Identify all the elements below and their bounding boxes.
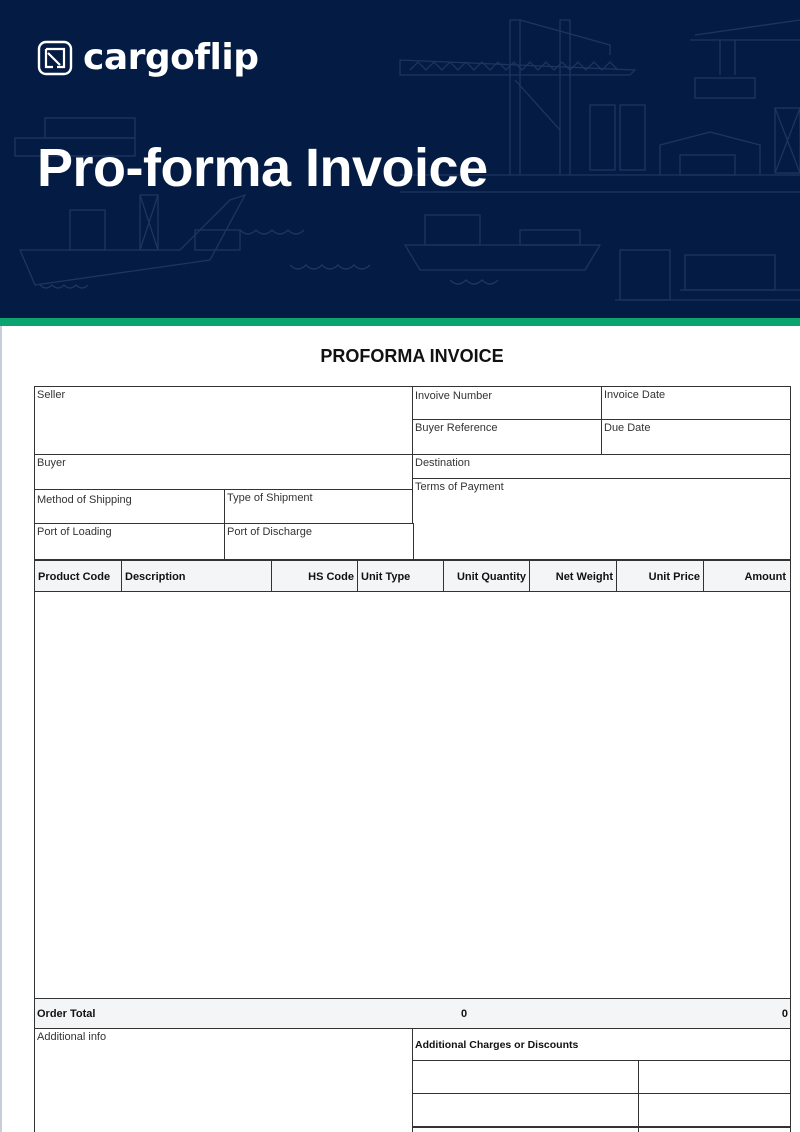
destination-label: Destination xyxy=(415,457,471,469)
additional-info-label: Additional info xyxy=(37,1031,107,1043)
charge-amount-field[interactable] xyxy=(638,1060,791,1095)
column-header-hs-code: HS Code xyxy=(271,560,359,593)
type-of-shipment-field[interactable] xyxy=(224,489,414,525)
brand-name: cargoflip xyxy=(83,37,259,78)
accent-bar xyxy=(0,318,800,326)
order-total-amount: 0 xyxy=(781,1008,788,1020)
invoice-number-field[interactable] xyxy=(412,386,603,421)
buyer-reference-label: Buyer Reference xyxy=(415,422,498,434)
page-edge xyxy=(0,326,2,1132)
port-of-discharge-label: Port of Discharge xyxy=(227,526,312,538)
column-header-description: Description xyxy=(121,560,273,593)
column-header-unit-type: Unit Type xyxy=(357,560,445,593)
port-of-loading-label: Port of Loading xyxy=(37,526,112,538)
column-header-net-weight: Net Weight xyxy=(529,560,618,593)
additional-charges-title: Additional Charges or Discounts xyxy=(415,1039,579,1051)
type-of-shipment-label: Type of Shipment xyxy=(227,492,313,504)
column-header-product-code: Product Code xyxy=(34,560,123,593)
additional-info-field[interactable] xyxy=(34,1028,414,1132)
due-date-label: Due Date xyxy=(604,422,651,434)
line-items-area[interactable] xyxy=(34,591,791,1000)
tax-label-field xyxy=(412,1126,640,1132)
port-of-discharge-field[interactable] xyxy=(224,523,414,560)
charge-description-field[interactable] xyxy=(412,1060,640,1095)
cargoflip-logo-icon xyxy=(37,40,73,76)
terms-of-payment-field[interactable] xyxy=(412,478,791,560)
column-header-unit-price: Unit Price xyxy=(616,560,705,593)
invoice-number-label: Invoive Number xyxy=(415,390,493,402)
destination-field[interactable] xyxy=(412,454,791,480)
column-header-unit-quantity: Unit Quantity xyxy=(443,560,531,593)
order-total-quantity: 0 xyxy=(461,1008,468,1020)
seller-field[interactable] xyxy=(34,386,414,456)
order-total-label: Order Total xyxy=(37,1008,96,1020)
method-of-shipping-label: Method of Shipping xyxy=(37,494,132,506)
charge-amount-field[interactable] xyxy=(638,1093,791,1128)
hero-banner xyxy=(0,0,800,318)
brand-logo xyxy=(37,38,259,78)
additional-charges-header xyxy=(412,1028,791,1062)
page-title: Pro-forma Invoice xyxy=(37,138,488,198)
column-header-amount: Amount xyxy=(703,560,791,593)
buyer-reference-field[interactable] xyxy=(412,419,603,456)
buyer-field[interactable] xyxy=(34,454,414,491)
invoice-date-label: Invoice Date xyxy=(604,389,666,401)
method-of-shipping-field[interactable] xyxy=(34,489,226,525)
port-of-loading-field[interactable] xyxy=(34,523,226,560)
invoice-date-field[interactable] xyxy=(601,386,791,421)
order-total-row xyxy=(34,998,791,1030)
document-title: PROFORMA INVOICE xyxy=(320,346,504,366)
terms-of-payment-label: Terms of Payment xyxy=(415,481,504,493)
seller-label: Seller xyxy=(37,389,66,401)
tax-amount-field[interactable] xyxy=(638,1126,791,1132)
buyer-label: Buyer xyxy=(37,457,66,469)
charge-description-field[interactable] xyxy=(412,1093,640,1128)
due-date-field[interactable] xyxy=(601,419,791,456)
